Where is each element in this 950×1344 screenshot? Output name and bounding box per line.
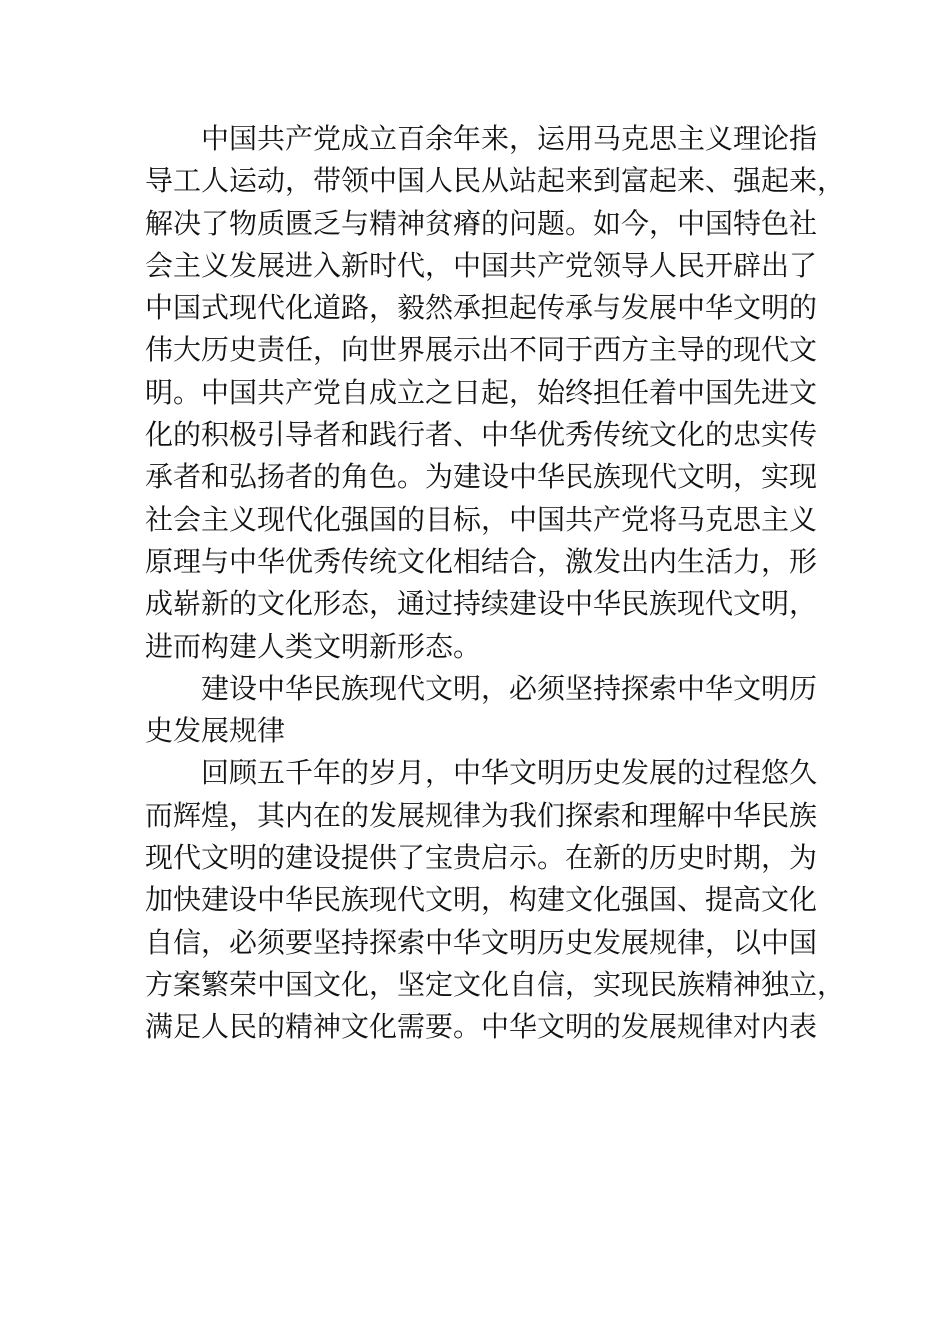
text-line: 进而构建人类文明新形态。 — [145, 629, 482, 663]
paragraph-body — [145, 752, 846, 1048]
section-heading — [145, 668, 818, 753]
text-line: 史发展规律 — [145, 714, 286, 748]
text-line: 中国式现代化道路，毅然承担起传承与发展中华文明的 — [145, 291, 818, 325]
text-line: 导工人运动，带领中国人民从站起来到富起来、强起来， — [145, 164, 846, 198]
text-line: 现代文明的建设提供了宝贵启示。在新的历史时期，为 — [145, 841, 818, 875]
document-body — [145, 118, 846, 1049]
paragraph-intro — [145, 118, 846, 668]
text-line: 承者和弘扬者的角色。为建设中华民族现代文明，实现 — [145, 460, 818, 494]
text-line: 成崭新的文化形态，通过持续建设中华民族现代文明， — [145, 587, 818, 621]
text-line: 伟大历史责任，向世界展示出不同于西方主导的现代文 — [145, 333, 818, 367]
text-line: 中国共产党成立百余年来，运用马克思主义理论指 — [201, 122, 818, 155]
text-line: 满足人民的精神文化需要。中华文明的发展规律对内表 — [145, 1010, 818, 1044]
text-line: 方案繁荣中国文化，坚定文化自信，实现民族精神独立， — [145, 967, 846, 1001]
text-line: 解决了物质匮乏与精神贫瘠的问题。如今，中国特色社 — [145, 206, 818, 240]
text-line: 会主义发展进入新时代，中国共产党领导人民开辟出了 — [145, 248, 818, 282]
text-line: 而辉煌，其内在的发展规律为我们探索和理解中华民族 — [145, 798, 818, 832]
text-line: 自信，必须要坚持探索中华文明历史发展规律，以中国 — [145, 925, 818, 959]
text-line: 社会主义现代化强国的目标，中国共产党将马克思主义 — [145, 502, 818, 536]
text-line: 加快建设中华民族现代文明，构建文化强国、提高文化 — [145, 883, 818, 917]
text-line: 回顾五千年的岁月，中华文明历史发展的过程悠久 — [201, 756, 818, 790]
text-line: 原理与中华优秀传统文化相结合，激发出内生活力，形 — [145, 544, 818, 578]
text-line: 化的积极引导者和践行者、中华优秀传统文化的忠实传 — [145, 418, 818, 452]
text-line: 明。中国共产党自成立之日起，始终担任着中国先进文 — [145, 375, 818, 409]
text-line: 建设中华民族现代文明，必须坚持探索中华文明历 — [201, 671, 818, 705]
